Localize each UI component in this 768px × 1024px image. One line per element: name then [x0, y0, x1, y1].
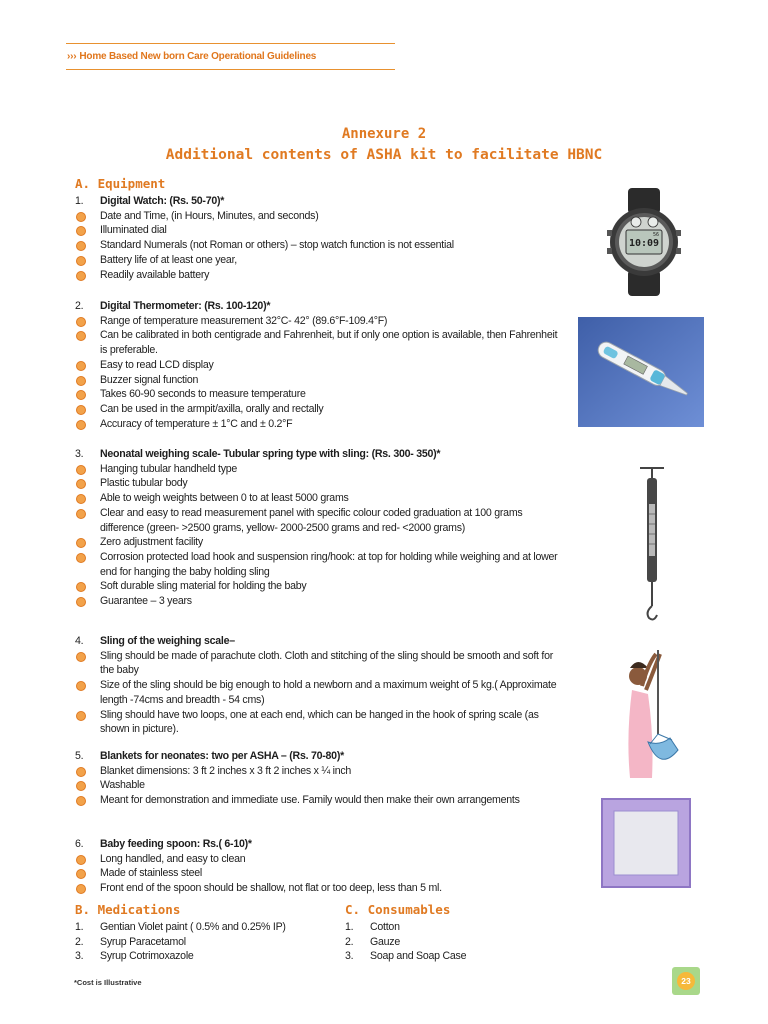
list-item: Standard Numerals (not Roman or others) – stop watch function is not essential	[74, 238, 560, 253]
equipment-item-3	[74, 447, 560, 609]
footnote: *Cost is Illustrative	[74, 978, 142, 987]
equipment-item-2	[74, 299, 560, 431]
list-item: Made of stainless steel	[74, 866, 560, 881]
item-number: 1.	[75, 195, 84, 207]
consumables-list	[344, 920, 544, 964]
list-item: Gentian Violet paint ( 0.5% and 0.25% IP)	[100, 921, 286, 933]
list-item: Able to weigh weights between 0 to at least 5000 grams	[74, 491, 560, 506]
list-item: Date and Time, (in Hours, Minutes, and seconds)	[74, 209, 560, 224]
item-heading: Digital Thermometer: (Rs. 100-120)*	[100, 300, 271, 312]
item-number: 6.	[75, 838, 84, 850]
sling-weighing-illustration	[618, 646, 684, 780]
chevron-icon: ›››	[67, 51, 77, 62]
section-heading-medications: B. Medications	[75, 902, 181, 917]
header-rule-top	[66, 43, 395, 44]
list-item: Zero adjustment facility	[74, 535, 560, 550]
equipment-item-5	[74, 749, 560, 808]
list-item: Corrosion protected load hook and suspension ring/hook: at top for holding while weighing and at lower end for hanging the baby holding sling	[74, 550, 560, 579]
list-item: Meant for demonstration and immediate use. Family would then make their own arrangements	[74, 793, 560, 808]
list-item: Takes 60-90 seconds to measure temperature	[74, 387, 560, 402]
item-number: 5.	[75, 750, 84, 762]
digital-thermometer-image	[578, 317, 704, 427]
list-item: Hanging tubular handheld type	[74, 462, 560, 477]
list-item: Readily available battery	[74, 268, 560, 283]
annexure-label: Annexure 2	[341, 126, 427, 142]
equipment-item-6	[74, 837, 560, 896]
list-item: Cotton	[370, 921, 400, 933]
list-item: Range of temperature measurement 32°C- 42° (89.6°F-109.4°F)	[74, 314, 560, 329]
list-item: Clear and easy to read measurement panel with specific colour coded graduation at 100 grams difference (green- >2500 grams, yellow- 2000-2500 grams and red- <2000 grams)	[74, 506, 560, 535]
list-item: Soft durable sling material for holding the baby	[74, 579, 560, 594]
weighing-scale-image	[637, 464, 667, 622]
equipment-item-1	[74, 194, 560, 282]
item-number: 1.	[345, 921, 354, 933]
list-item: Plastic tubular body	[74, 476, 560, 491]
list-item: Gauze	[370, 935, 400, 948]
list-item: Battery life of at least one year,	[74, 253, 560, 268]
list-item: Guarantee – 3 years	[74, 594, 560, 609]
item-number: 2.	[75, 300, 84, 312]
page-number: 23	[677, 972, 695, 990]
running-header-text: Home Based New born Care Operational Guidelines	[79, 51, 317, 62]
list-item: Accuracy of temperature ± 1°C and ± 0.2°F	[74, 417, 560, 432]
item-heading: Digital Watch: (Rs. 50-70)*	[100, 195, 225, 207]
list-item: Washable	[74, 778, 560, 793]
list-item: Soap and Soap Case	[370, 950, 467, 963]
list-item: Easy to read LCD display	[74, 358, 560, 373]
list-item: Long handled, and easy to clean	[74, 852, 560, 867]
header-rule-bottom	[66, 69, 395, 70]
item-number: 3.	[75, 950, 84, 963]
list-item: Size of the sling should be big enough to hold a newborn and a maximum weight of 5 kg.( Approximate length -74cms and breadth - 54 cms)	[74, 678, 560, 707]
watch-seconds: 56	[652, 232, 660, 238]
digital-watch-image	[604, 188, 684, 296]
list-item: Can be calibrated in both centigrade and Fahrenheit, but if only one option is available, then Fahrenheit is preferable.	[74, 328, 560, 357]
item-heading: Sling of the weighing scale–	[100, 635, 235, 647]
section-heading-equipment: A. Equipment	[75, 176, 166, 191]
equipment-item-4	[74, 634, 560, 737]
list-item: Blanket dimensions: 3 ft 2 inches x 3 ft 2 inches x ¼ inch	[74, 764, 560, 779]
item-number: 2.	[345, 935, 354, 948]
watch-time: 10:09	[628, 238, 660, 249]
blanket-image	[600, 797, 692, 889]
list-item: Illuminated dial	[74, 223, 560, 238]
item-heading: Baby feeding spoon: Rs.( 6-10)*	[100, 838, 252, 850]
list-item: Sling should have two loops, one at each end, which can be hanged in the hook of spring scale (as shown in picture).	[74, 708, 560, 737]
list-item: Sling should be made of parachute cloth. Cloth and stitching of the sling should be smooth and soft for the baby	[74, 649, 560, 678]
page-title: Additional contents of ASHA kit to facilitate HBNC	[165, 147, 603, 163]
running-header	[67, 51, 316, 62]
list-item: Syrup Cotrimoxazole	[100, 950, 194, 963]
item-heading: Blankets for neonates: two per ASHA – (Rs. 70-80)*	[100, 750, 344, 762]
list-item: Can be used in the armpit/axilla, orally and rectally	[74, 402, 560, 417]
page-number-badge	[672, 967, 700, 995]
item-heading: Neonatal weighing scale- Tubular spring type with sling: (Rs. 300- 350)*	[100, 448, 441, 460]
item-number: 4.	[75, 635, 84, 647]
item-number: 1.	[75, 921, 84, 933]
list-item: Buzzer signal function	[74, 373, 560, 388]
medications-list	[74, 920, 344, 964]
list-item: Syrup Paracetamol	[100, 935, 186, 948]
list-item: Front end of the spoon should be shallow, not flat or too deep, less than 5 ml.	[74, 881, 560, 896]
item-number: 2.	[75, 935, 84, 948]
item-number: 3.	[75, 448, 84, 460]
item-number: 3.	[345, 950, 354, 963]
section-heading-consumables: C. Consumables	[345, 902, 451, 917]
